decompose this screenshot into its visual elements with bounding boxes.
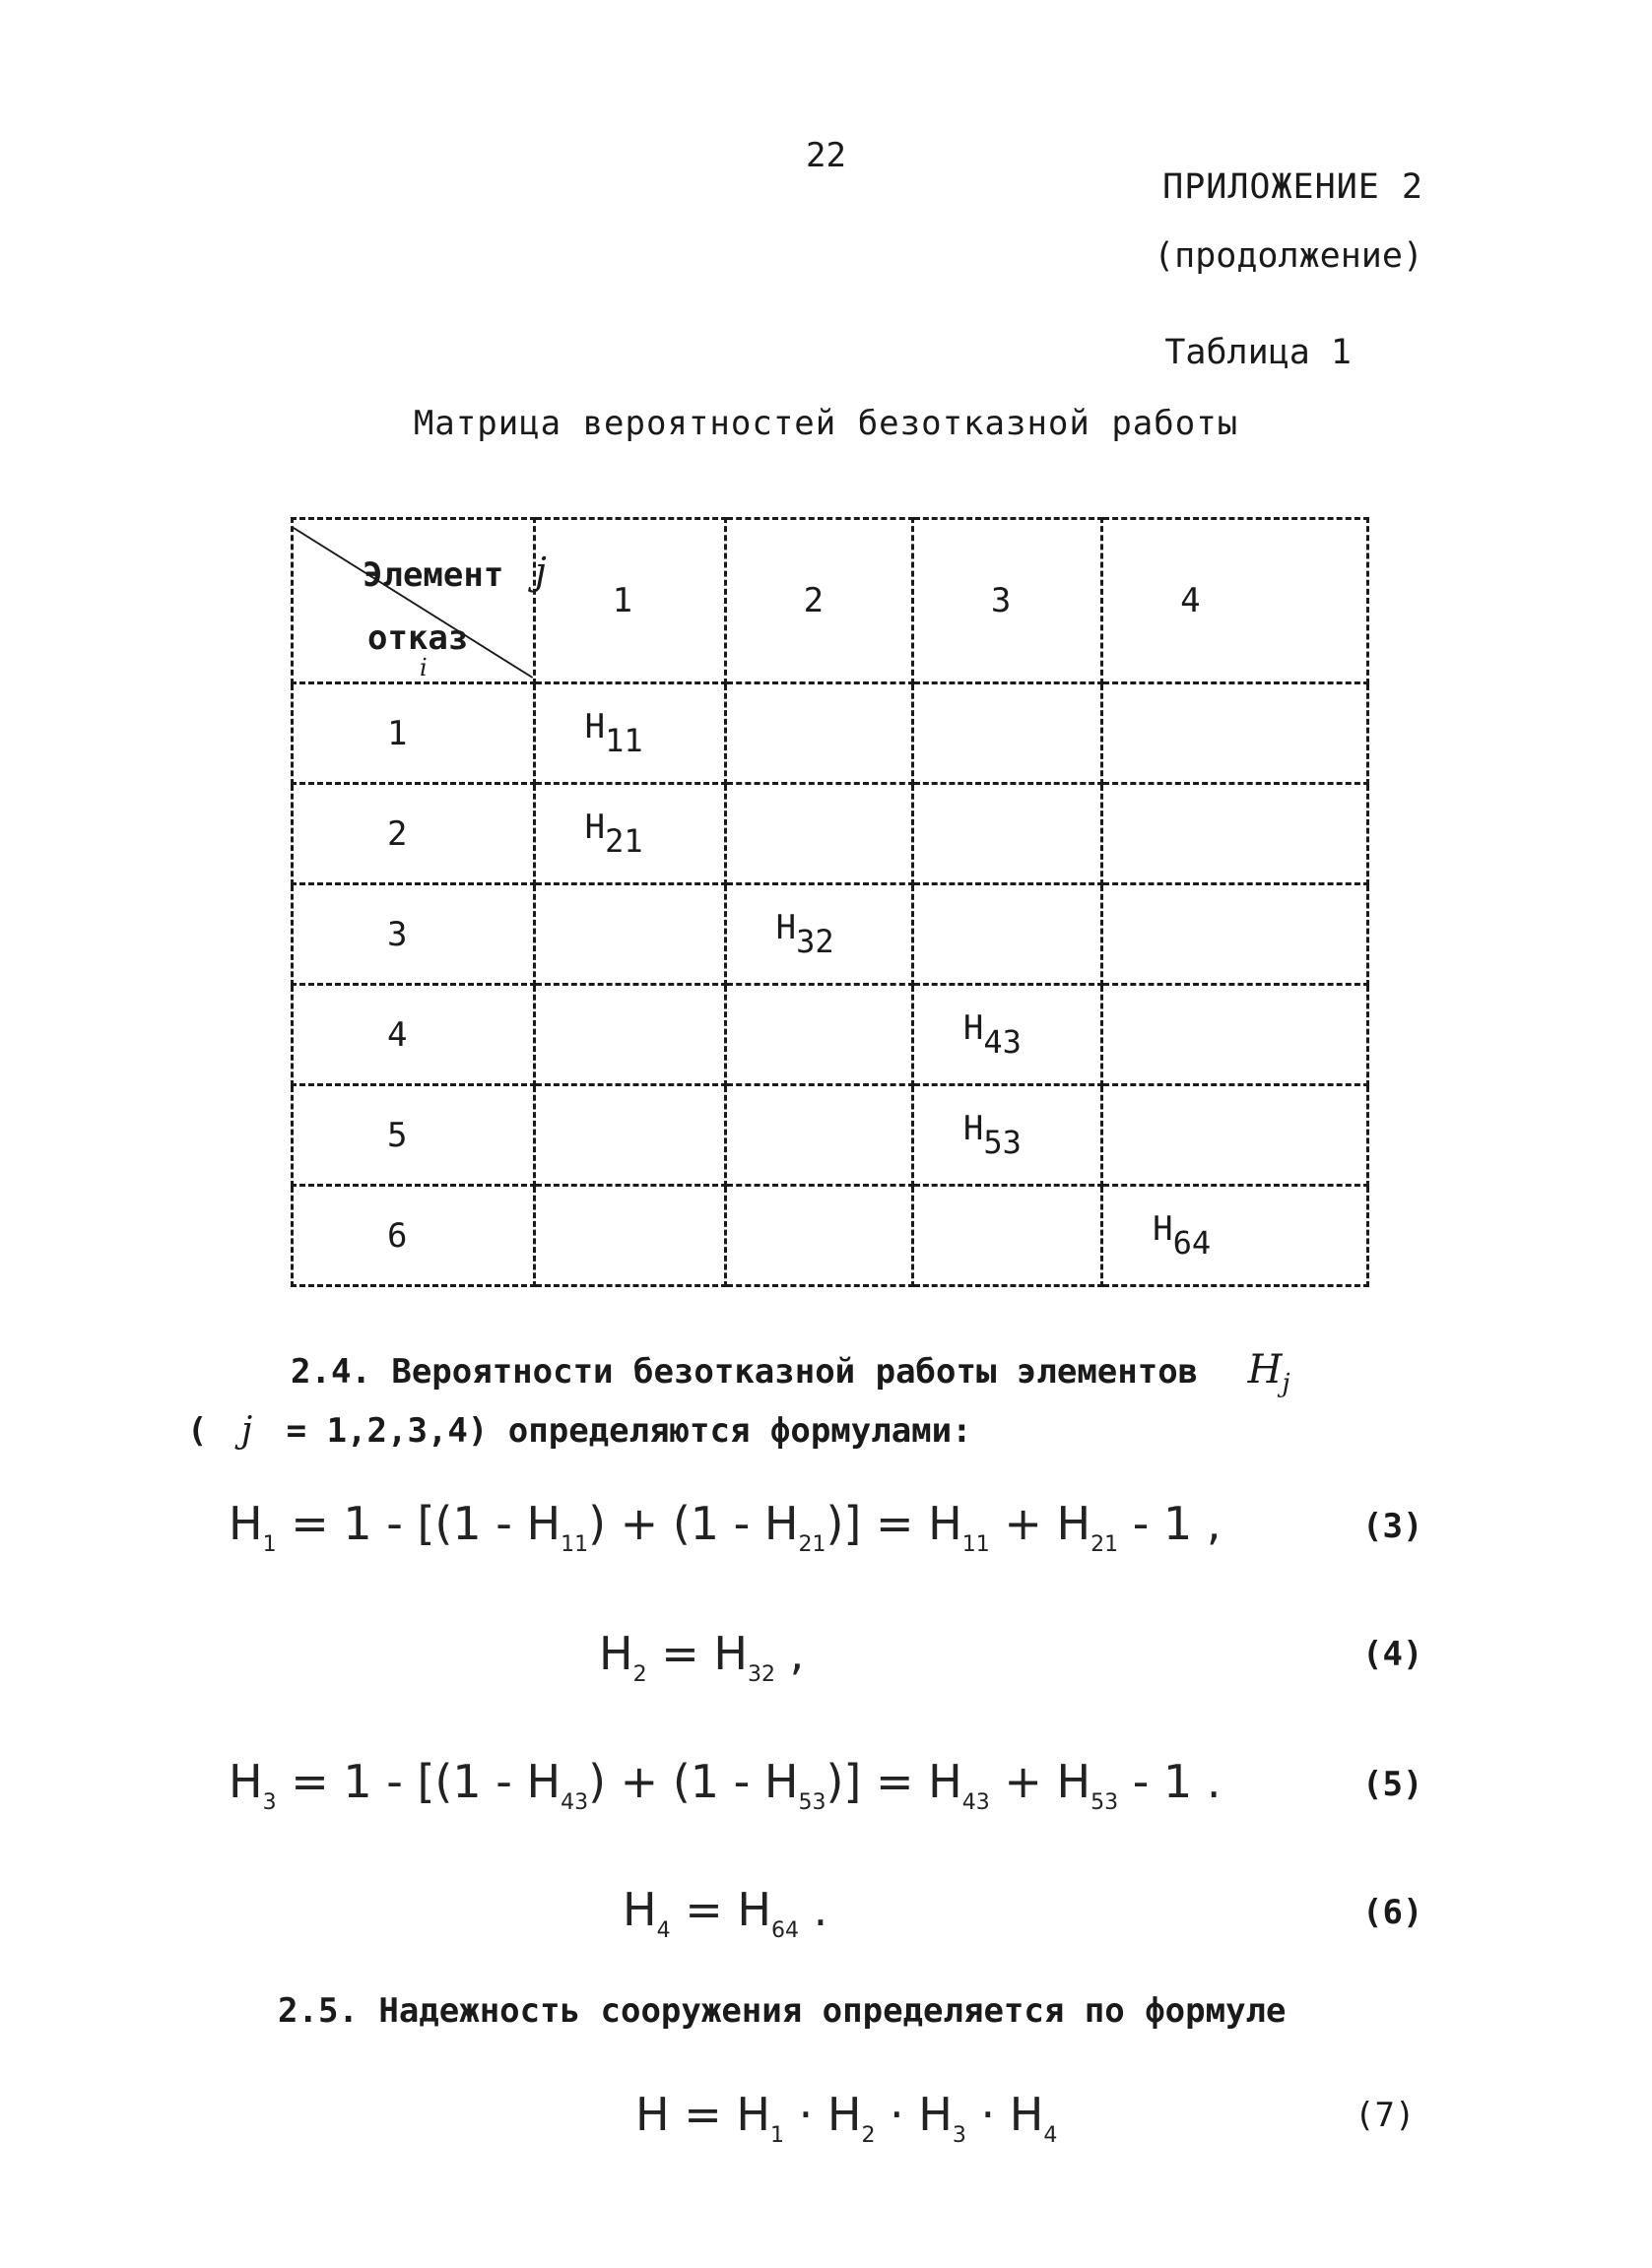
failure-label: отказ	[367, 618, 469, 658]
probability-symbol: H	[1153, 1209, 1173, 1249]
probability-symbol: H	[584, 707, 606, 746]
section-2-5-text: 2.5. Надежность сооружения определяется по формуле	[278, 1991, 1287, 2031]
matrix-cell	[1102, 784, 1368, 884]
failure-index-label: i	[420, 654, 428, 681]
matrix-cell	[912, 683, 1101, 784]
section-2-4-line2: ( j = 1,2,3,4) определяются формулами:	[187, 1410, 972, 1451]
probability-index: 43	[983, 1023, 1022, 1061]
matrix-cell	[725, 784, 912, 884]
matrix-cell	[725, 884, 912, 985]
row-header: 5	[293, 1085, 535, 1186]
element-index-label: j	[535, 550, 547, 593]
probability-symbol: H	[775, 908, 797, 947]
matrix-cell	[725, 1085, 912, 1186]
row-header: 2	[293, 784, 535, 884]
equation-number-3: (3)	[1362, 1507, 1423, 1546]
matrix-cell	[1102, 1085, 1368, 1186]
column-header: 3	[912, 519, 1101, 683]
row-header: 3	[293, 884, 535, 985]
probability-symbol: H	[962, 1109, 984, 1148]
table-row	[293, 784, 1368, 884]
matrix-cell	[534, 985, 725, 1085]
matrix-cell	[912, 784, 1101, 884]
table-row	[293, 683, 1368, 784]
column-header: 2	[725, 519, 912, 683]
matrix-cell	[534, 784, 725, 884]
matrix-cell	[725, 683, 912, 784]
matrix-cell	[912, 1085, 1101, 1186]
probability-index: 53	[983, 1124, 1022, 1161]
table-row	[293, 1085, 1368, 1186]
matrix-cell	[1102, 1186, 1368, 1286]
equation-number-5: (5)	[1362, 1765, 1423, 1804]
probability-index: 21	[605, 822, 643, 860]
matrix-cell	[534, 884, 725, 985]
var-h: $H_j$	[1247, 1347, 1290, 1398]
corner-header-cell	[293, 519, 547, 683]
matrix-cell	[912, 985, 1101, 1085]
matrix-cell	[1102, 683, 1368, 784]
page-number: 22	[806, 136, 846, 175]
probability-symbol: H	[962, 1008, 984, 1048]
probability-index: 11	[605, 722, 643, 759]
table-label: Таблица 1	[1164, 333, 1352, 372]
appendix-heading: ПРИЛОЖЕНИЕ 2	[1162, 167, 1423, 207]
equation-number-4: (4)	[1362, 1635, 1423, 1674]
table-row	[293, 1186, 1368, 1286]
matrix-cell	[725, 985, 912, 1085]
section-2-4-line1: 2.4. Вероятности безотказной работы элементов $H_j$	[291, 1347, 1290, 1398]
matrix-cell	[534, 683, 725, 784]
element-label: Элемент	[363, 555, 504, 595]
probability-index: 32	[796, 923, 834, 960]
formula-4: $H_2 = H_{32}$ ,	[599, 1627, 805, 1687]
matrix-cell	[912, 884, 1101, 985]
row-header: 4	[293, 985, 535, 1085]
equation-number-6: (6)	[1362, 1893, 1423, 1932]
formula-5: $H_3 = 1 - [(1 - H_{43}) + (1 - H_{53})] = H_{43} + H_{53} - 1$ .	[229, 1755, 1222, 1815]
probability-index: 64	[1172, 1224, 1212, 1262]
appendix-continuation: (продолжение)	[1154, 236, 1423, 276]
matrix-cell	[1102, 884, 1368, 985]
formula-7: $H = H_1 \cdot H_2 \cdot H_3 \cdot H_4$	[635, 2088, 1058, 2148]
matrix-cell	[725, 1186, 912, 1286]
column-header: 1	[534, 519, 725, 683]
column-header: 4	[1102, 519, 1368, 683]
matrix-cell	[534, 1085, 725, 1186]
row-header: 1	[293, 683, 535, 784]
table-row	[293, 884, 1368, 985]
row-header: 6	[293, 1186, 535, 1286]
equation-number-7: (7)	[1355, 2096, 1416, 2135]
matrix-cell	[534, 1186, 725, 1286]
formula-6: $H_4 = H_{64}$ .	[623, 1883, 828, 1943]
matrix-cell	[1102, 985, 1368, 1085]
table-header-row	[293, 519, 1368, 683]
probability-symbol: H	[584, 808, 606, 847]
matrix-cell	[912, 1186, 1101, 1286]
probability-matrix-table	[291, 517, 1369, 1287]
table-title: Матрица вероятностей безотказной работы	[413, 404, 1239, 443]
table-row	[293, 985, 1368, 1085]
formula-3: $H_1 = 1 - [(1 - H_{11}) + (1 - H_{21})] = H_{11} + H_{21} - 1$ ,	[229, 1497, 1222, 1557]
